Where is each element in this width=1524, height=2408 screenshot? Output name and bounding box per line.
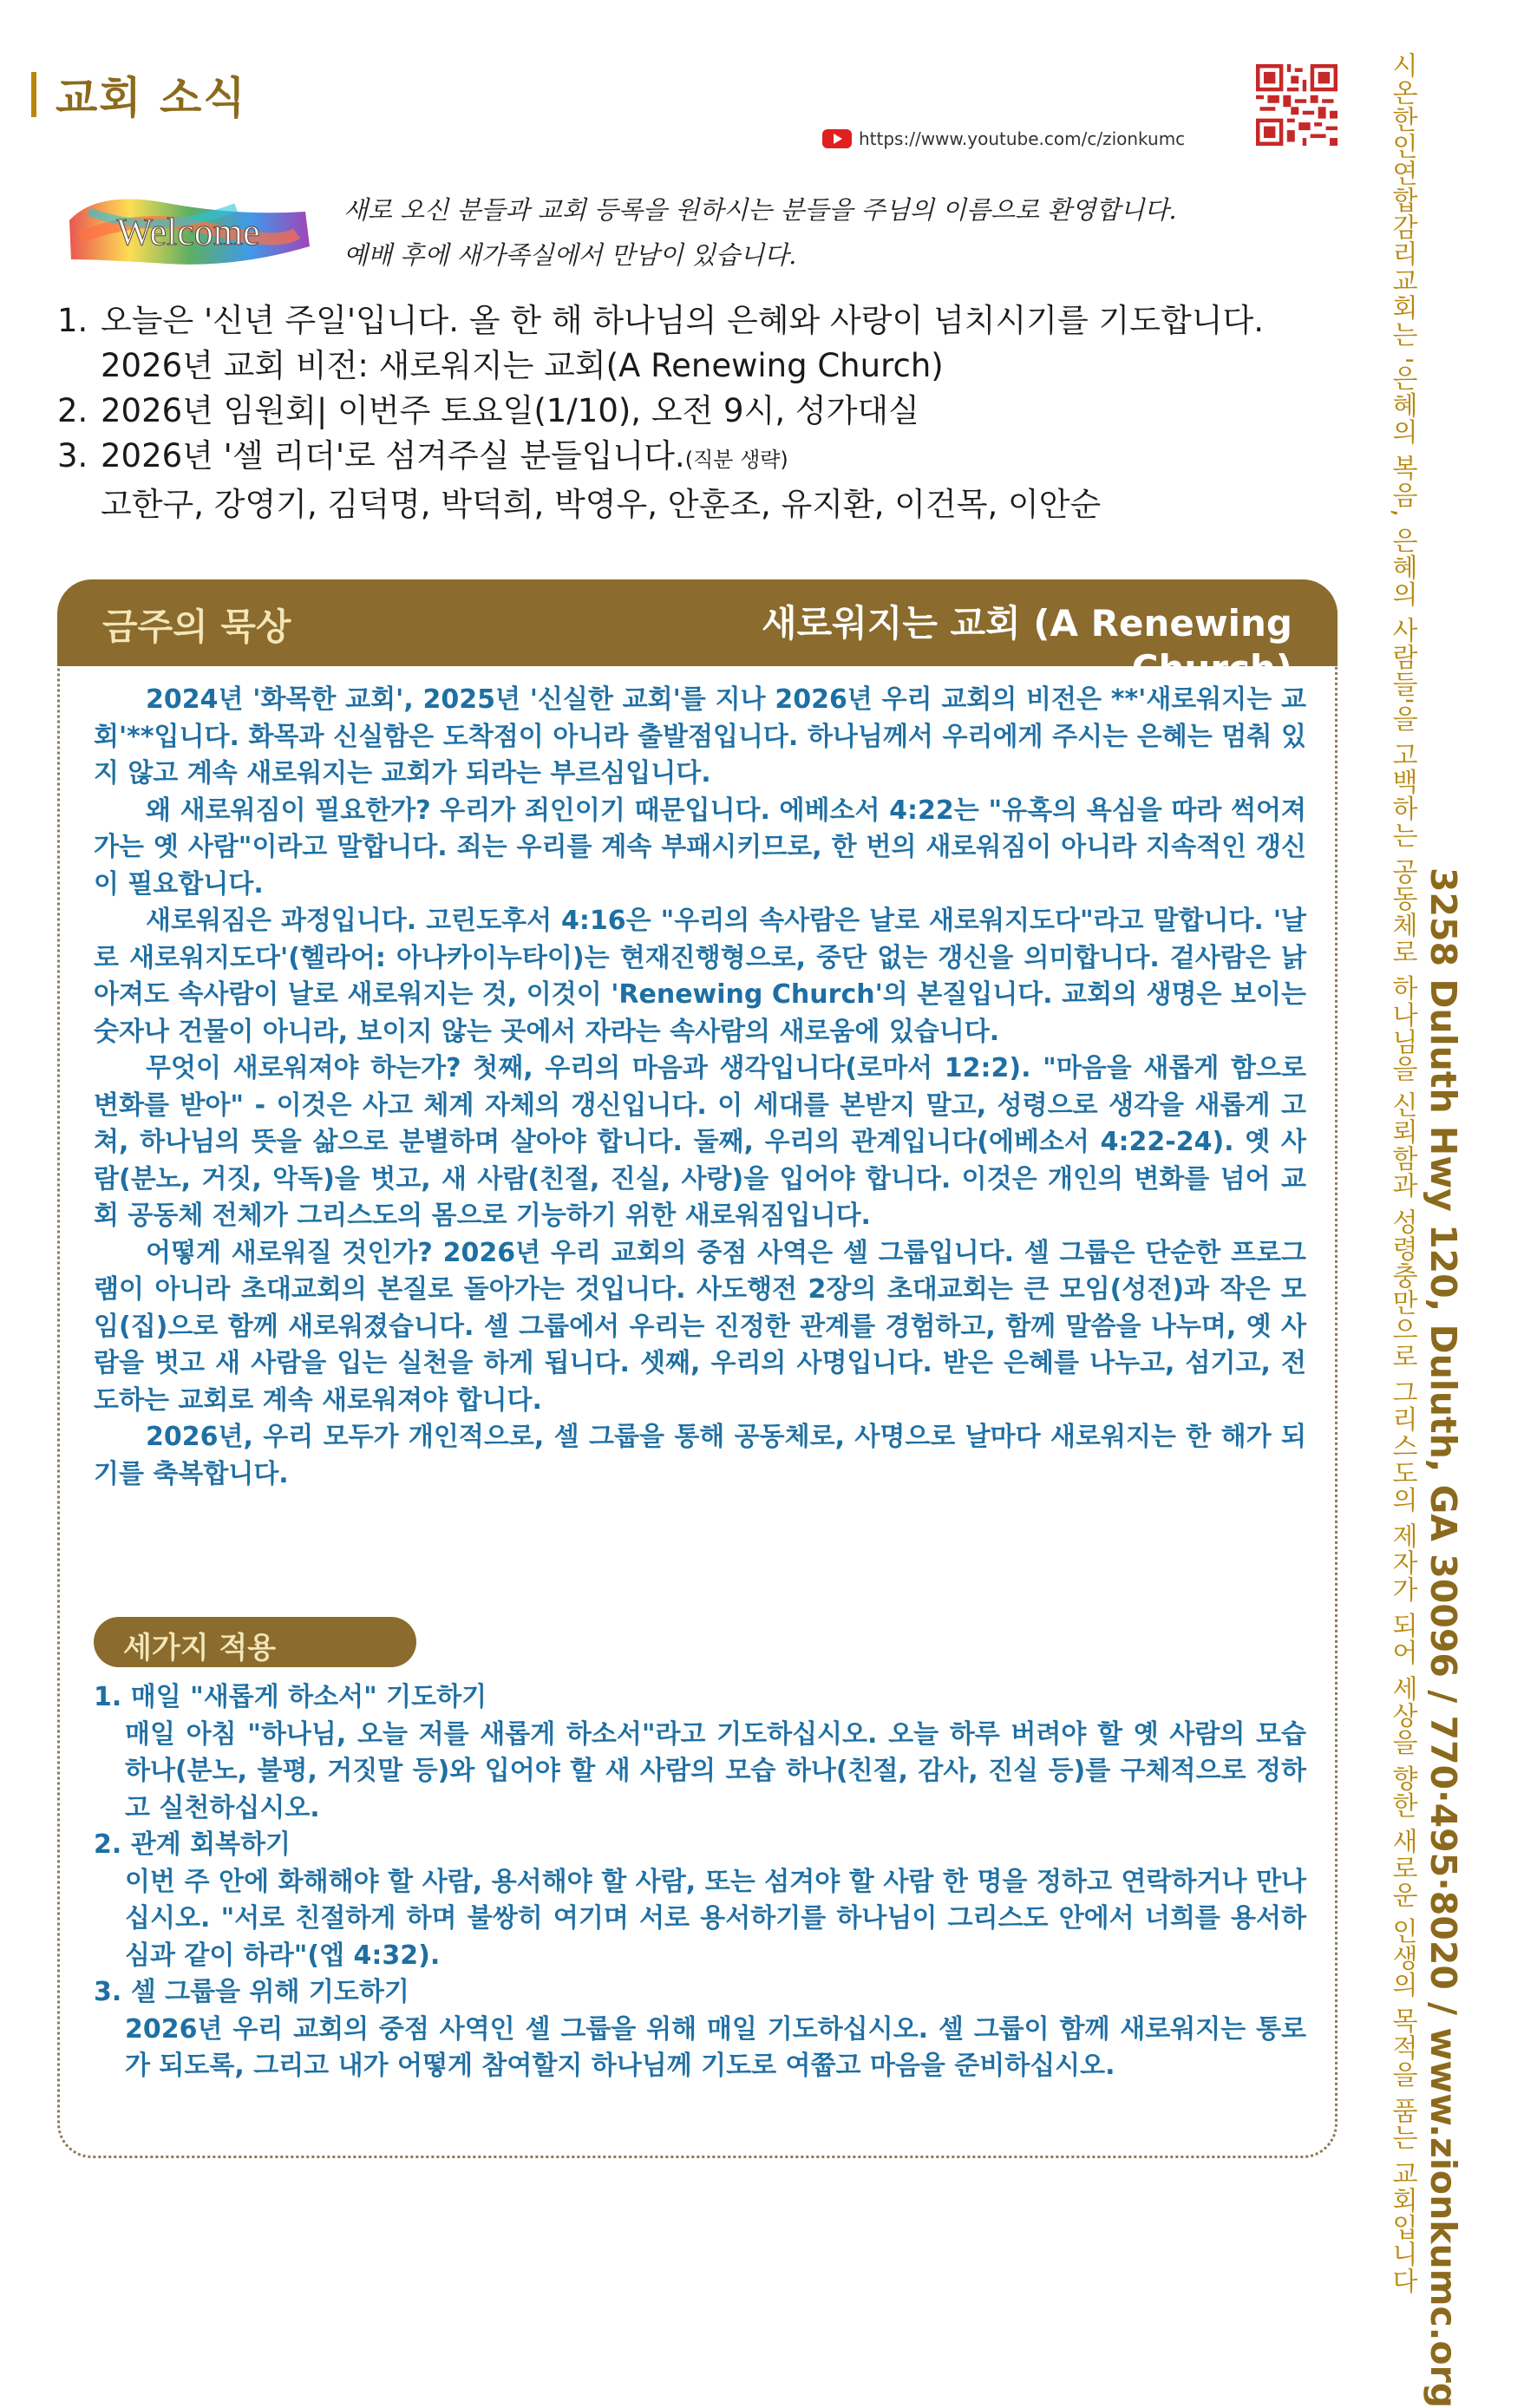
meditation-paragraph: 2026년, 우리 모두가 개인적으로, 셀 그룹을 통해 공동체로, 사명으로 날마다 새로워지는 한 해가 되기를 축복합니다. [94, 1422, 1306, 1489]
welcome-logo-text: Welcome [116, 211, 260, 253]
youtube-icon [822, 129, 852, 148]
title-accent-bar [31, 72, 36, 117]
announcement-2 [57, 389, 1358, 434]
apply-item-description: 이번 주 안에 화해해야 할 사람, 용서해야 할 사람, 또는 섬겨야 할 사람 한 명을 정하고 연락하거나 만나십시오. "서로 친절하게 하며 불쌍히 여기며 서로 용서하기를 하나님이 그리스도 안에서 너희를 용서하심과 같이 하라"(엡 4:32). [125, 1866, 1306, 1971]
welcome-line-1: 새로 오신 분들과 교회 등록을 원하시는 분들을 주님의 이름으로 환영합니다. [343, 195, 1177, 225]
announcement-note: (직분 생략) [684, 448, 788, 472]
announcement-1-detail: 2026년 교회 비전: 새로워지는 교회(A Renewing Church) [101, 347, 944, 384]
section-title [31, 64, 247, 125]
church-address-vertical: 3258 Duluth Hwy 120, Duluth, GA 30096 / 770·495·8020 / www.zionkumc.org [1423, 867, 1464, 2408]
cell-leader-names: 고한구, 강영기, 김덕명, 박덕희, 박영우, 안훈조, 유지환, 이건목, 이안순 [101, 486, 1102, 523]
meditation-paragraph: 어떻게 새로워질 것인가? 2026년 우리 교회의 중점 사역은 셀 그룹입니다. 셀 그룹은 단순한 프로그램이 아니라 초대교회의 본질로 돌아가는 것입니다. 사도행전 2장의 초대교회는 큰 모임(성전)과 작은 모임(집)으로 함께 새로워졌습니다. 셀 그룹에서 우리는 진정한 관계를 경험하고, 함께 말씀을 나누며, 옛 사람을 벗고 새 사람을 입는 실천을 하게 됩니다. 셋째, 우리의 사명입니다. 받은 은혜를 나누고, 섬기고, 전도하는 교회로 계속 새로워져야 합니다. [94, 1237, 1306, 1416]
welcome-line-2: 예배 후에 새가족실에서 만남이 있습니다. [343, 240, 797, 270]
church-motto-vertical: 시온한인연합감리교회는 '은혜의 복음, 은혜의 사람들'을 고백하는 공동체로 하나님을 신뢰함과 성령충만으로 그리스도의 제자가 되어 세상을 향한 새로운 인생의 목적을 품는 교회입니다 [1387, 52, 1417, 2295]
announcement-3 [57, 434, 1358, 482]
youtube-url: https://www.youtube.com/c/zionkumc [859, 128, 1186, 149]
meditation-paragraph: 2024년 '화목한 교회', 2025년 '신실한 교회'를 지나 2026년 우리 교회의 비전은 **'새로워지는 교회'**입니다. 화목과 신실함은 도착점이 아니라 출발점입니다. 하나님께서 우리에게 주시는 은혜는 멈춰 있지 않고 계속 새로워지는 교회가 되라는 부르심입니다. [94, 684, 1306, 788]
meditation-body [94, 682, 1306, 1493]
section-title-text: 교회 소식 [56, 73, 247, 123]
apply-label: 세가지 적용 [123, 1631, 277, 1665]
meditation-paragraph: 새로워짐은 과정입니다. 고린도후서 4:16은 "우리의 속사람은 날로 새로워지도다"라고 말합니다. '날로 새로워지도다'(헬라어: 아나카이누타이)는 현재진행형으로, 중단 없는 갱신을 의미합니다. 겉사람은 낡아져도 속사람이 날로 새로워지는 것, 이것이 'Renewing Church'의 본질입니다. 교회의 생명은 보이는 숫자나 건물이 아니라, 보이지 않는 곳에서 자라는 속사람의 새로움에 있습니다. [94, 906, 1306, 1047]
announcement-number: 2. [57, 392, 88, 429]
welcome-message [343, 187, 1298, 278]
youtube-link[interactable] [822, 128, 1239, 149]
announcements-list [57, 298, 1358, 527]
apply-item-description: 매일 아침 "하나님, 오늘 저를 새롭게 하소서"라고 기도하십시오. 오늘 하루 버려야 할 옛 사람의 모습 하나(분노, 불평, 거짓말 등)와 입어야 할 새 사람의 모습 하나(친절, 감사, 진실 등)를 구체적으로 정하고 실천하십시오. [125, 1718, 1306, 1823]
meditation-paragraph: 무엇이 새로워져야 하는가? 첫째, 우리의 마음과 생각입니다(로마서 12:2). "마음을 새롭게 함으로 변화를 받아" - 이것은 사고 체계 자체의 갱신입니다. 이 세대를 본받지 말고, 성령으로 생각을 새롭게 고쳐, 하나님의 뜻을 삶으로 분별하며 살아야 합니다. 둘째, 우리의 관계입니다(에베소서 4:22-24). 옛 사람(분노, 거짓, 악독)을 벗고, 새 사람(친절, 진실, 사랑)을 입어야 합니다. 이것은 개인의 변화를 넘어 교회 공동체 전체가 그리스도의 몸으로 기능하기 위한 새로워짐입니다. [94, 1053, 1306, 1231]
apply-item-heading: 3. 셀 그룹을 위해 기도하기 [94, 1977, 409, 2007]
announcement-text: 2026년 '셀 리더'로 섬겨주실 분들입니다. [101, 437, 685, 474]
meditation-paragraph: 왜 새로워짐이 필요한가? 우리가 죄인이기 때문입니다. 에베소서 4:22는 "유혹의 욕심을 따라 썩어져 가는 옛 사람"이라고 말합니다. 죄는 우리를 계속 부패시키므로, 한 번의 새로워짐이 아니라 지속적인 갱신이 필요합니다. [94, 795, 1306, 900]
apply-list [94, 1679, 1306, 2085]
apply-item-description: 2026년 우리 교회의 중점 사역인 셀 그룹을 위해 매일 기도하십시오. 셀 그룹이 함께 새로워지는 통로가 되도록, 그리고 내가 어떻게 참여할지 하나님께 기도로 여쭙고 마음을 준비하십시오. [125, 2013, 1306, 2081]
announcement-text: 2026년 임원회| 이번주 토요일(1/10), 오전 9시, 성가대실 [101, 392, 919, 429]
meditation-subtitle: 새로워지는 교회 (A Renewing Church) [762, 602, 1292, 690]
announcement-number: 3. [57, 437, 88, 474]
welcome-logo [62, 186, 314, 278]
announcement-text: 오늘은 '신년 주일'입니다. 올 한 해 하나님의 은혜와 사랑이 넘치시기를 기도합니다. [101, 302, 1264, 339]
meditation-title: 금주의 묵상 [102, 605, 291, 648]
apply-item-heading: 2. 관계 회복하기 [94, 1829, 291, 1860]
qr-code-icon[interactable] [1256, 64, 1338, 146]
apply-item-heading: 1. 매일 "새롭게 하소서" 기도하기 [94, 1682, 487, 1712]
announcement-number: 1. [57, 302, 88, 339]
announcement-1 [57, 298, 1358, 344]
